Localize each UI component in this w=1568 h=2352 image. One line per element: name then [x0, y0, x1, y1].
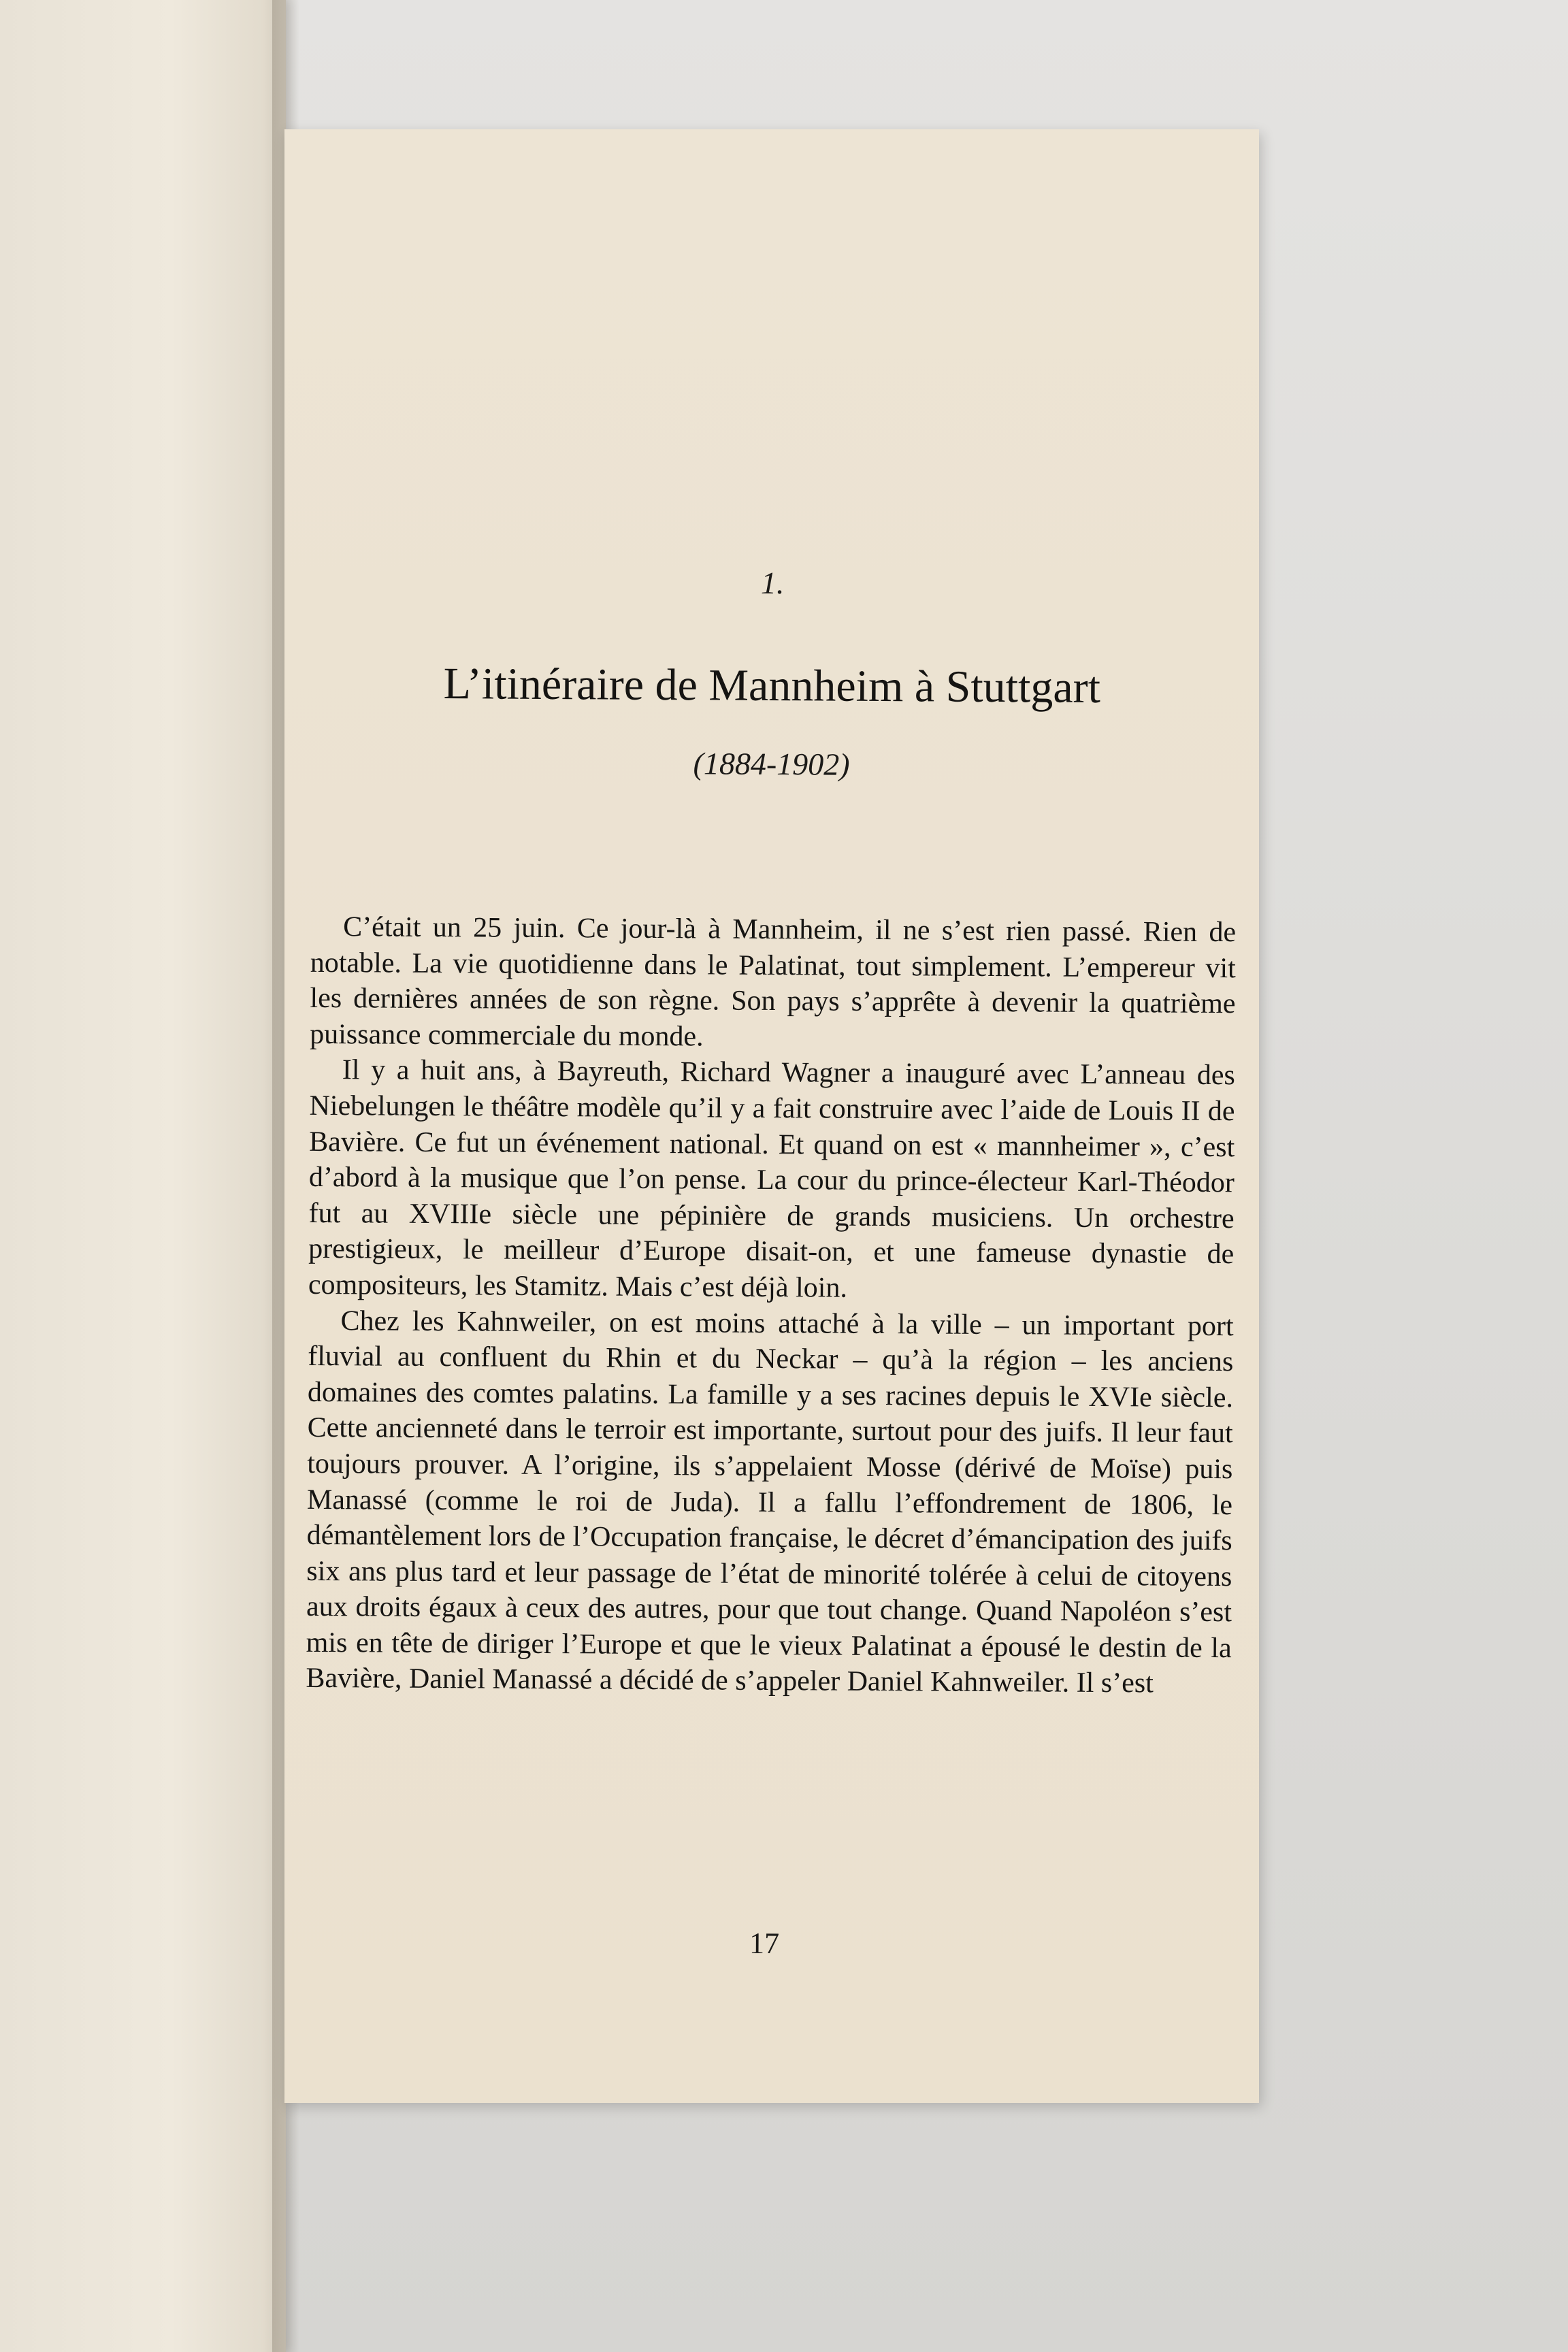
left-page — [0, 0, 286, 2352]
paragraph: Chez les Kahnweiler, on est moins attaché à la ville – un important port fluvial au confluent du Rhin et du Neckar – qu’à la région – les anciens domaines des comtes palatins. La famille y a ses racines depuis le XVIe siècle. Cette ancienneté dans le terroir est importante, surtout pour des juifs. Il leur faut toujours prouver. A l’origine, ils s’appelaient Mosse (dérivé de Moïse) puis Manassé (comme le roi de Juda). Il a fallu l’effondrement de 1806, le démantèlement lors de l’Occupation française, le décret d’émancipation des juifs six ans plus tard et leur passage de l’état de minorité tolérée à celui de citoyens aux droits égaux à ceux des autres, pour que tout change. Quand Napoléon s’est mis en tête de diriger l’Europe et que le vieux Palatinat a épousé le destin de la Bavière, Daniel Manassé a décidé de s’appeler Daniel Kahnweiler. Il s’est — [306, 1305, 1234, 1699]
page-content — [276, 127, 1263, 2106]
page-number: 17 — [749, 1926, 780, 1961]
paragraph: C’était un 25 juin. Ce jour-là à Mannheim, il ne s’est rien passé. Rien de notable. La vie quotidienne dans le Palatinat, tout simplement. L’empereur vit les dernières années de son règne. Son pays s’apprête à devenir la quatrième puissance commerciale du monde. — [310, 911, 1237, 1053]
body-text — [306, 909, 1236, 1702]
chapter-number: 1. — [760, 565, 785, 601]
paragraph: Il y a huit ans, à Bayreuth, Richard Wagner a inauguré avec L’anneau des Niebelungen le théâtre modèle qu’il y a fait construire avec l’aide de Louis II de Bavière. Ce fut un événement national. Et quand on est « mannheimer », c’est d’abord à la musique que l’on pense. La cour du prince-électeur Karl-Théodor fut au XVIIIe siècle une pépinière de grands musiciens. Un orchestre prestigieux, le meilleur d’Europe disait-on, et une fameuse dynastie de compositeurs, les Stamitz. Mais c’est déjà loin. — [308, 1054, 1235, 1304]
chapter-title: L’itinéraire de Mannheim à Stuttgart — [443, 659, 1101, 713]
book-page — [284, 129, 1259, 2103]
chapter-dates: (1884-1902) — [693, 746, 850, 782]
